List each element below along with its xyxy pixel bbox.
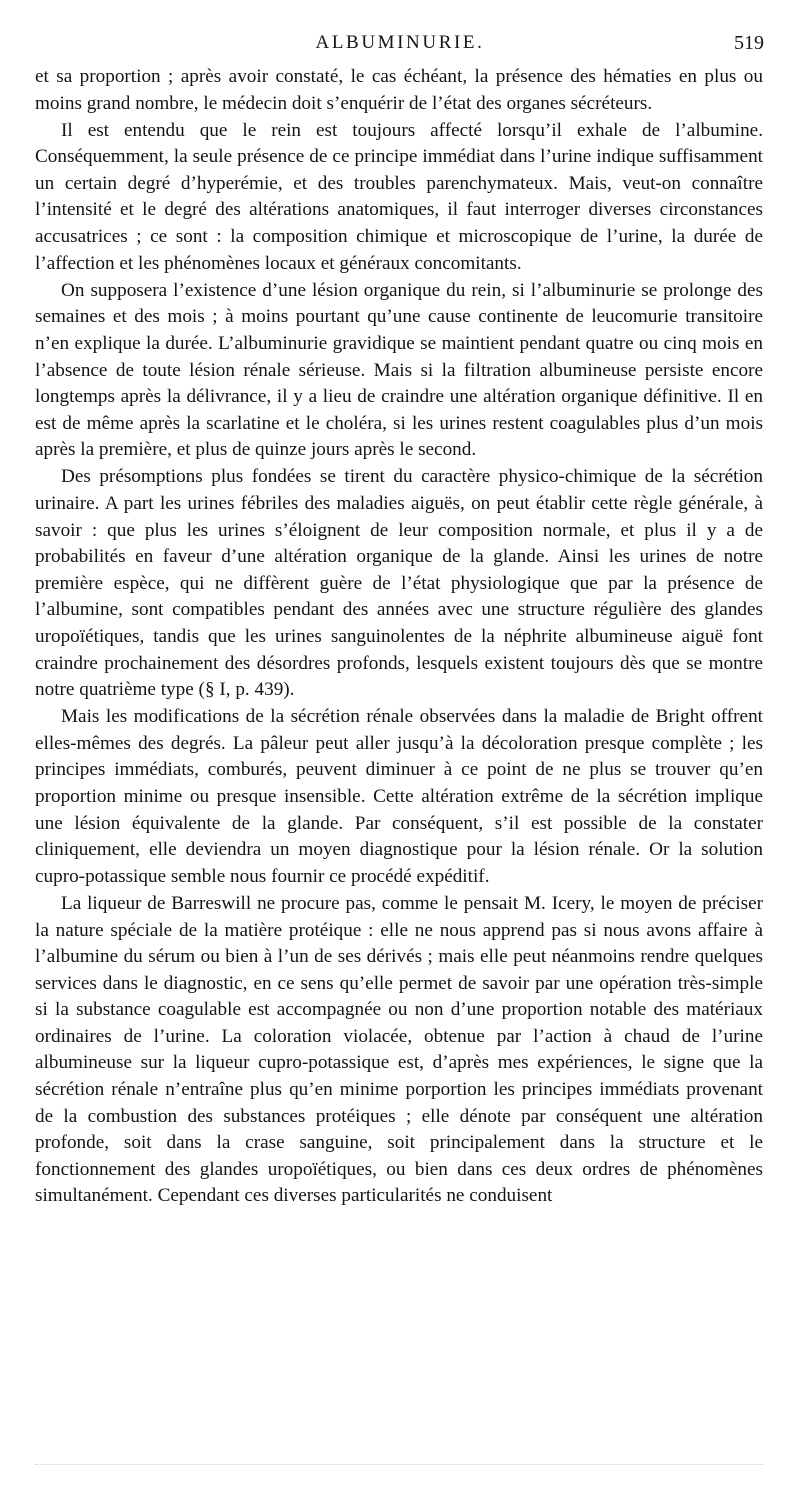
paragraph-4: Des présomptions plus fondées se tirent du caractère physico-chimique de la sécrétion urinaire. A part les urines fébriles des maladies aiguës, on peut établir cette règle générale, à savoir : que plus les urines s’éloignent de leur composition normale, et plus il y a de probabilités en faveur d’une altération organique de la glande. Ainsi les urines de notre première espèce, qui ne diffèrent guère de l’état physiologique que par la présence de l’albumine, sont compatibles pendant des années avec une structure régulière des glandes uropoïétiques, tandis que les urines sanguinolentes de la néphrite albumineuse aiguë font craindre prochainement des désordres profonds, lesquels existent toujours dès que se montre notre quatrième type (§ I, p. 439).	[35, 466, 763, 701]
body-text	[35, 64, 763, 1210]
running-title: ALBUMINURIE.	[315, 32, 485, 53]
paragraph-5: Mais les modifications de la sécrétion rénale observées dans la maladie de Bright offrent elles-mêmes des degrés. La pâleur peut aller jusqu’à la décoloration presque complète ; les principes immédiats, comburés, peuvent diminuer à ce point de ne plus se trouver qu’en proportion minime ou presque insensible. Cette altération extrême de la sécrétion implique une lésion équivalente de la glande. Par conséquent, s’il est possible de la constater cliniquement, elle deviendra un moyen diagnostique pour la lésion rénale. Or la solution cupro-potassique semble nous fournir ce procédé expéditif.	[35, 706, 763, 887]
footer-rule	[35, 1464, 763, 1465]
paragraph-2: Il est entendu que le rein est toujours affecté lorsqu’il exhale de l’albumine. Conséquemment, la seule présence de ce principe immédiat dans l’urine indique suffisamment un certain degré d’hyperémie, et des troubles parenchymateux. Mais, veut-on connaître l’intensité et le degré des altérations anatomiques, il faut interroger diverses circonstances accusatrices ; ce sont : la composition chimique et microscopique de l’urine, la durée de l’affection et les phénomènes locaux et généraux concomitants.	[35, 119, 763, 274]
paragraph-1: et sa proportion ; après avoir constaté, le cas échéant, la présence des hématies en plus ou moins grand nombre, le médecin doit s’enquérir de l’état des organes sécréteurs.	[35, 66, 763, 114]
page-number: 519	[734, 32, 764, 54]
paragraph-6: La liqueur de Barreswill ne procure pas, comme le pensait M. Icery, le moyen de préciser la nature spéciale de la matière protéique : elle ne nous apprend pas si nous avons affaire à l’albumine du sérum ou bien à l’un de ses dérivés ; mais elle peut néanmoins rendre quelques services dans le diagnostic, en ce sens qu’elle permet de savoir par une opération très-simple si la substance coagulable est accompagnée ou non d’une proportion notable des matériaux ordinaires de l’urine. La coloration violacée, obtenue par l’action à chaud de l’urine albumineuse sur la liqueur cupro-potassique est, d’après mes expériences, le signe que la sécrétion rénale n’entraîne plus qu’en minime porportion les principes immédiats provenant de la combustion des substances protéiques ; elle dénote par conséquent une altération profonde, soit dans la crase sanguine, soit principalement dans la structure et le fonctionnement des glandes uropoïétiques, ou bien dans ces deux ordres de phénomènes simultanément. Cependant ces diverses particularités ne conduisent	[35, 892, 763, 1207]
running-head	[0, 28, 800, 58]
paragraph-3: On supposera l’existence d’une lésion organique du rein, si l’albuminurie se prolonge des semaines et des mois ; à moins pourtant qu’une cause continente de leucomurie transitoire n’en explique la durée. L’albuminurie gravidique se maintient pendant quatre ou cinq mois en l’absence de toute lésion rénale sérieuse. Mais si la filtration albumineuse persiste encore longtemps après la délivrance, il y a lieu de craindre une altération organique définitive. Il en est de même après la scarlatine et le choléra, si les urines restent coagulables plus d’un mois après la première, et plus de quinze jours après le second.	[35, 279, 763, 461]
